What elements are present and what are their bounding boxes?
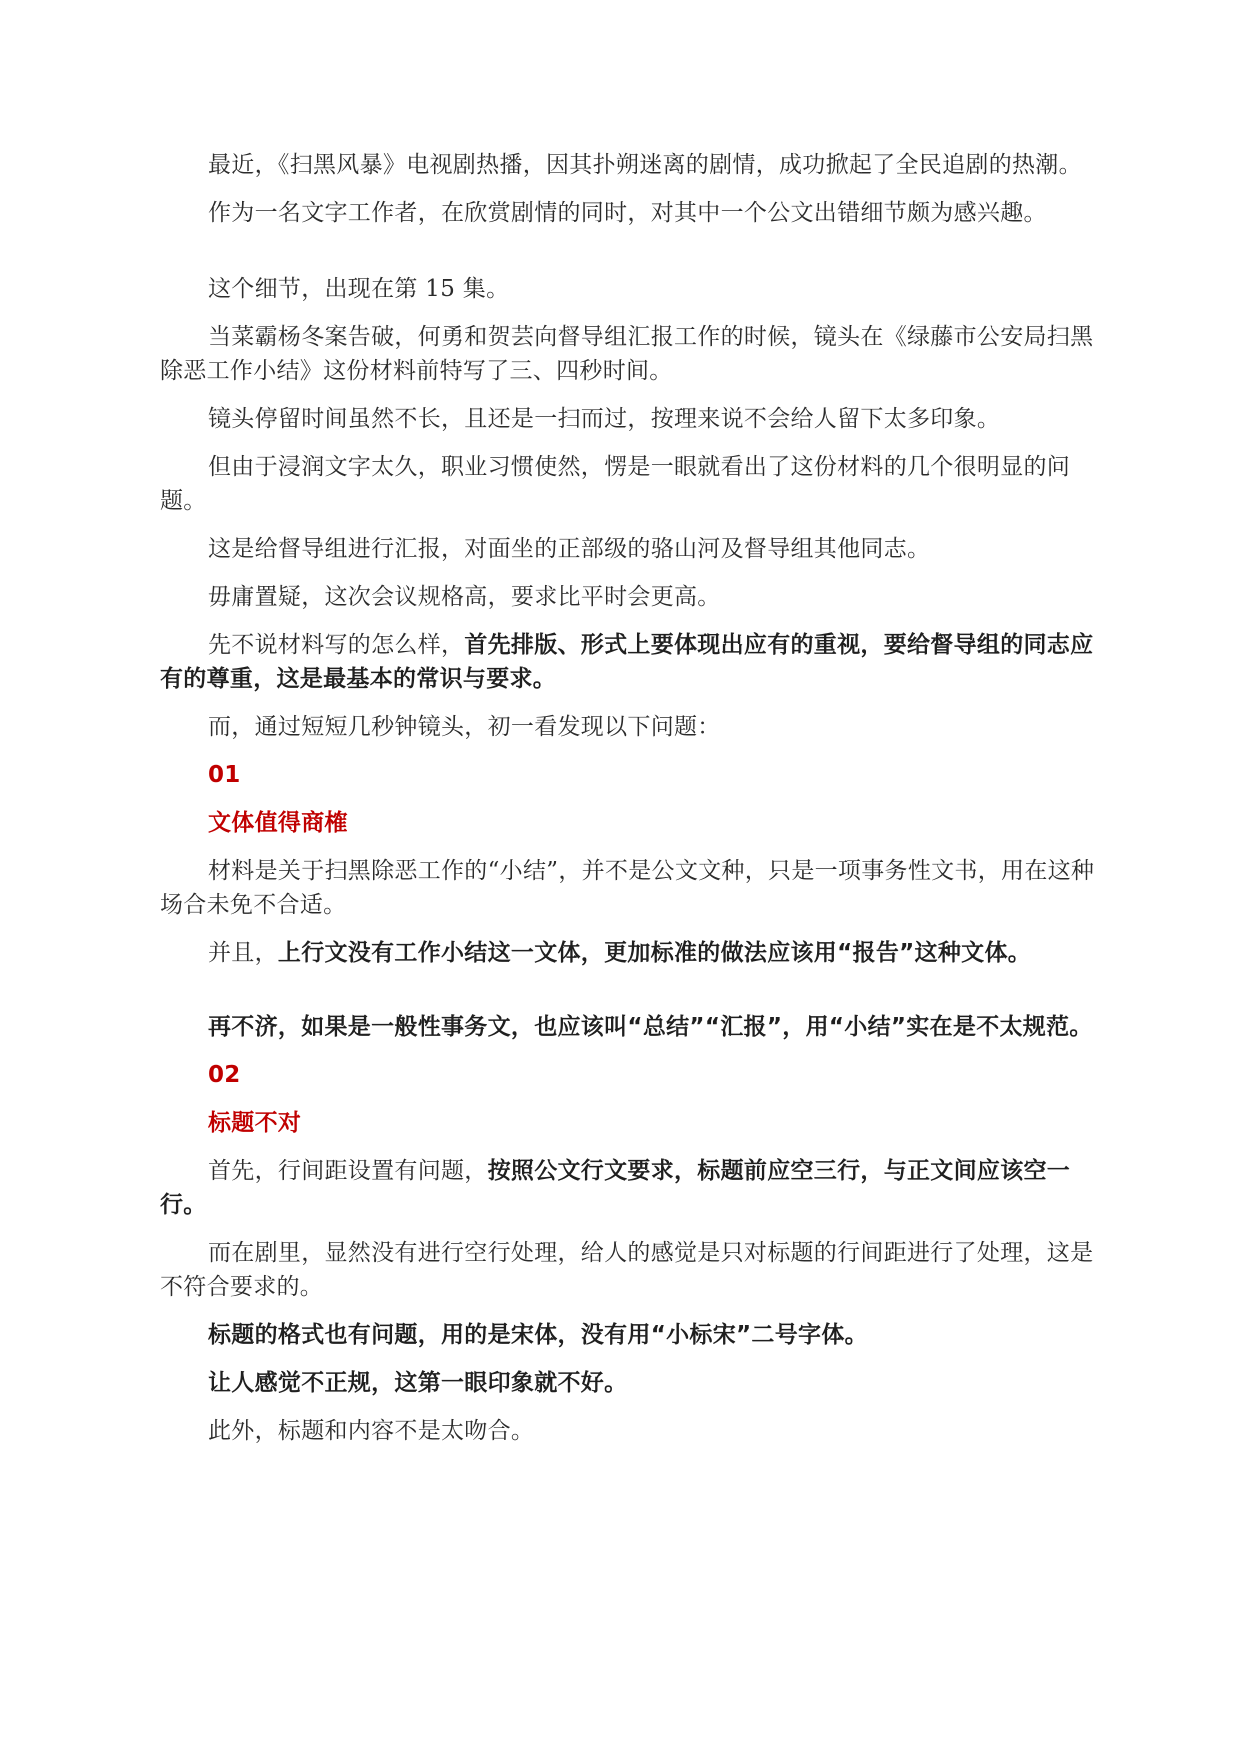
paragraph-audience: 这是给督导组进行汇报，对面坐的正部级的骆山河及督导组其他同志。 [208,536,931,562]
section-number-1: 01 [208,762,241,788]
paragraph-first-impression: 让人感觉不正规，这第一眼印象就不好。 [208,1370,628,1396]
paragraph-report-genre-normal: 并且， [208,940,278,966]
paragraph-no-blank-lines: 而在剧里，显然没有进行空行处理，给人的感觉是只对标题的行间距进行了处理，这是不符合要求的。 [160,1240,1094,1300]
paragraph-title-mismatch: 此外，标题和内容不是太吻合。 [208,1418,535,1444]
paragraph-author-interest: 作为一名文字工作者，在欣赏剧情的同时，对其中一个公文出错细节颇为感兴趣。 [208,200,1047,226]
paragraph-respect [160,628,1100,696]
paragraph-title-font: 标题的格式也有问题，用的是宋体，没有用“小标宋”二号字体。 [208,1322,868,1348]
paragraph-summary-naming: 再不济，如果是一般性事务文，也应该叫“总结”“汇报”，用“小结”实在是不太规范。 [208,1014,1093,1040]
paragraph-problems-intro: 而，通过短短几秒钟镜头，初一看发现以下问题： [208,714,721,740]
paragraph-report-genre [160,936,1100,970]
paragraph-genre: 材料是关于扫黑除恶工作的“小结”，并不是公文文种，只是一项事务性文书，用在这种场合未免不合适。 [160,858,1095,918]
section-number-2: 02 [208,1062,241,1088]
paragraph-line-spacing [160,1154,1100,1222]
paragraph-line-spacing-normal: 首先，行间距设置有问题， [208,1158,488,1184]
paragraph-report-genre-bold: 上行文没有工作小结这一文体，更加标准的做法应该用“报告”这种文体。 [277,940,1032,966]
paragraph-respect-normal: 先不说材料写的怎么样， [208,632,465,658]
paragraph-habit: 但由于浸润文字太久，职业习惯使然，愣是一眼就看出了这份材料的几个很明显的问题。 [160,454,1071,514]
document-page [160,148,1100,1462]
section-title-1: 文体值得商榷 [208,810,348,836]
paragraph-respect-bold: 首先排版、形式上要体现出应有的重视，要给督导组的同志应有的尊重，这是最基本的常识与要求。 [160,632,1094,692]
paragraph-brief-shot: 镜头停留时间虽然不长，且还是一扫而过，按理来说不会给人留下太多印象。 [208,406,1001,432]
paragraph-high-standard: 毋庸置疑，这次会议规格高，要求比平时会更高。 [208,584,721,610]
paragraph-intro: 最近，《扫黑风暴》电视剧热播，因其扑朔迷离的剧情，成功掀起了全民追剧的热潮。 [208,152,1082,178]
paragraph-episode: 这个细节，出现在第 15 集。 [208,276,510,302]
paragraph-scene: 当菜霸杨冬案告破，何勇和贺芸向督导组汇报工作的时候，镜头在《绿藤市公安局扫黑除恶工作小结》这份材料前特写了三、四秒时间。 [160,324,1094,384]
paragraph-line-spacing-bold: 按照公文行文要求，标题前应空三行，与正文间应该空一行。 [160,1158,1071,1218]
section-title-2: 标题不对 [208,1110,302,1136]
